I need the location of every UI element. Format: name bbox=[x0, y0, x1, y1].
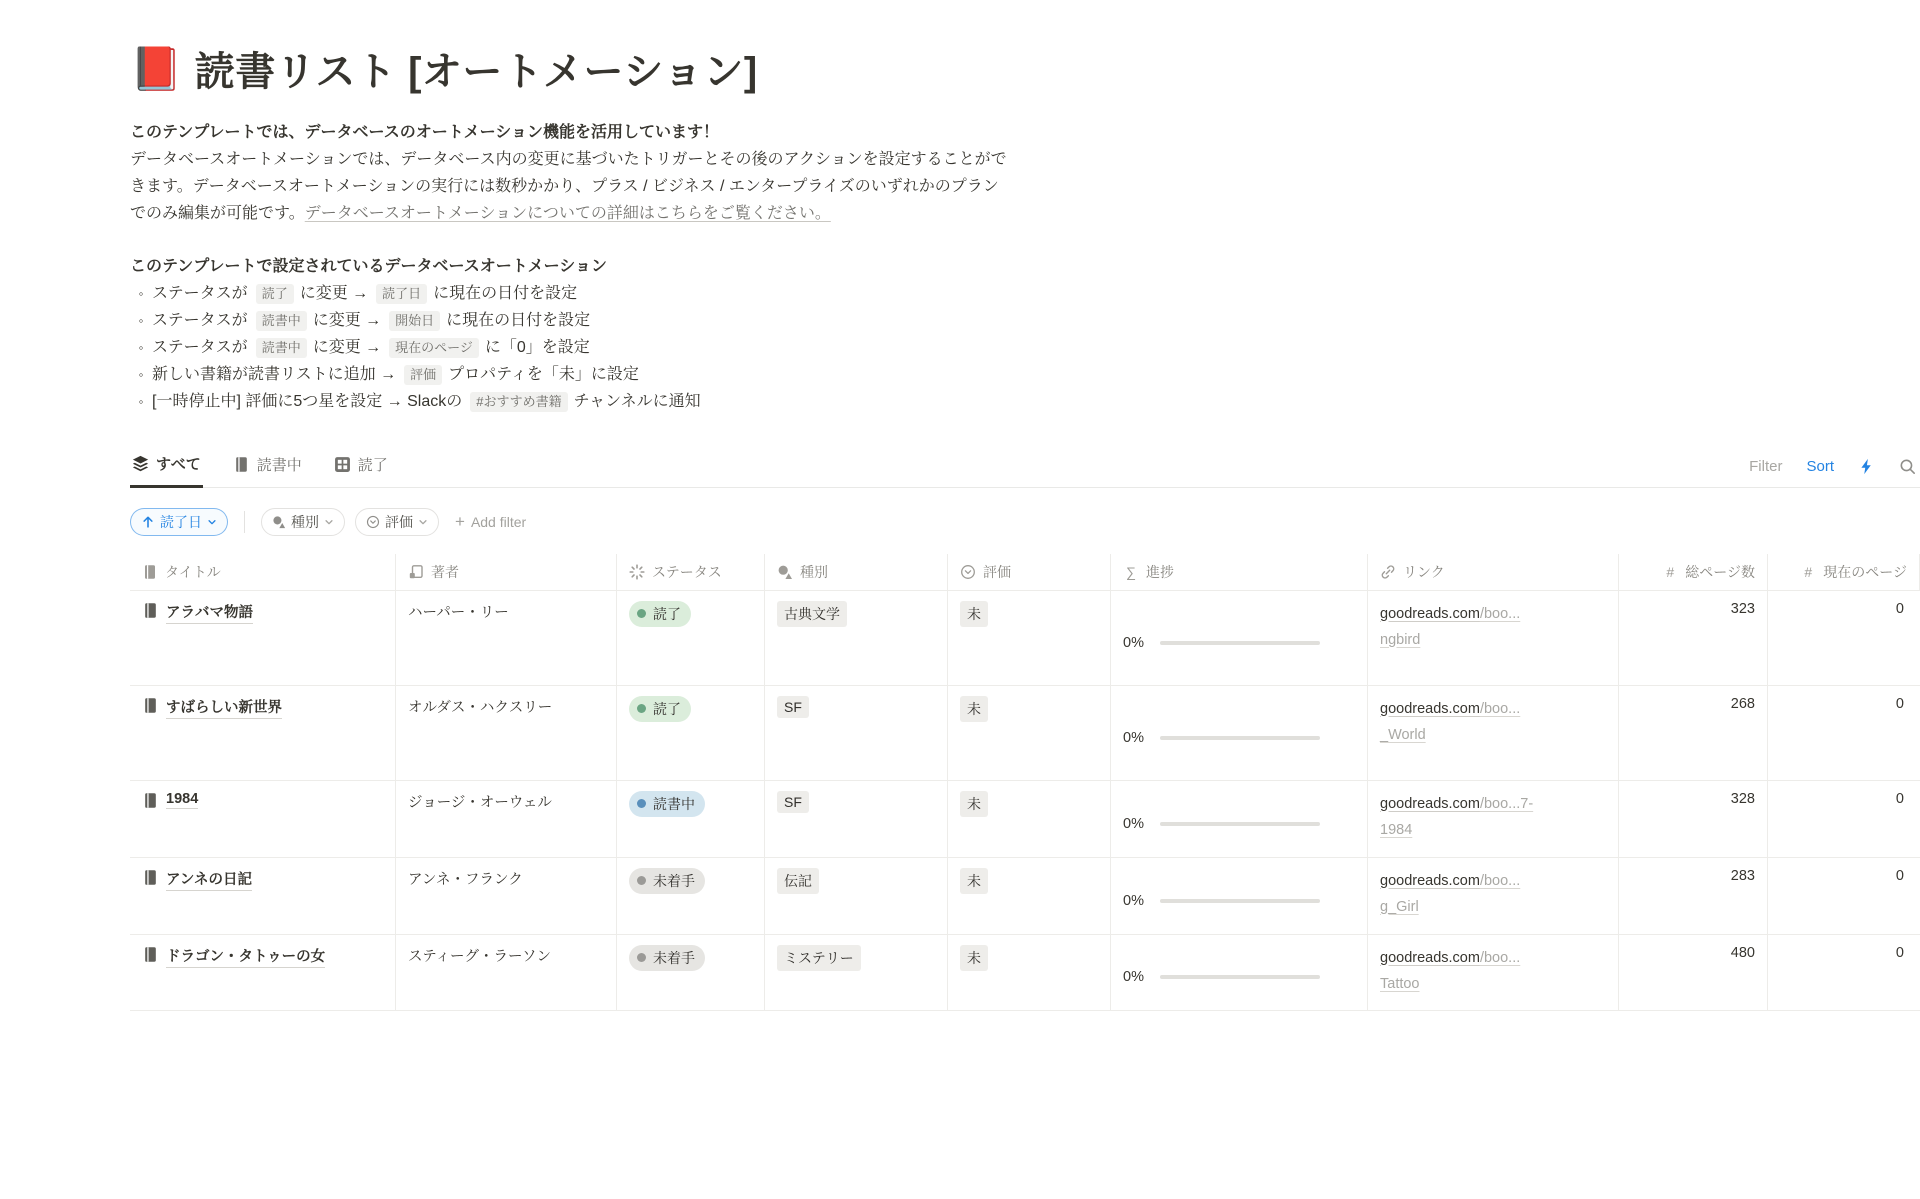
view-tabs-bar bbox=[130, 447, 1920, 488]
book-title-link[interactable]: アラバマ物語 bbox=[166, 601, 253, 624]
progress-bar bbox=[1160, 736, 1320, 740]
cell-genre[interactable] bbox=[765, 781, 948, 857]
tab-finished-label: 読了 bbox=[357, 456, 388, 474]
add-filter-label: Add filter bbox=[470, 513, 527, 530]
chevron-down-icon bbox=[418, 517, 428, 527]
book-title-link[interactable]: 1984 bbox=[166, 790, 199, 807]
column-header-status[interactable]: ステータス bbox=[617, 554, 765, 590]
filter-button[interactable]: Filter bbox=[1749, 457, 1783, 475]
status-badge[interactable]: 未着手 bbox=[629, 868, 705, 894]
property-tag: 現在のページ bbox=[389, 338, 479, 358]
column-header-progress[interactable]: ∑ 進捗 bbox=[1111, 554, 1368, 590]
column-header-title[interactable]: タイトル bbox=[130, 554, 396, 590]
reading-list-table bbox=[130, 554, 1920, 1011]
cell-rating[interactable] bbox=[948, 935, 1111, 1010]
status-dot-icon bbox=[637, 609, 646, 618]
intro-line-2: きます。データベースオートメーションの実行には数秒かかり、プラス / ビジネス / エンタープライズのいずれかのプラン bbox=[130, 178, 999, 195]
arrow-up-icon bbox=[141, 515, 155, 529]
cell-total-pages[interactable]: 480 bbox=[1619, 935, 1768, 1010]
automation-docs-link[interactable]: データベースオートメーションについての詳細はこちらをご覧ください。 bbox=[304, 205, 831, 222]
cell-status[interactable] bbox=[617, 591, 765, 685]
cell-status[interactable] bbox=[617, 781, 765, 857]
page-title-text: 読書リスト [オートメーション] bbox=[194, 50, 758, 94]
table-row bbox=[130, 857, 1920, 934]
sort-chip-finished-date[interactable] bbox=[130, 508, 228, 536]
text-icon bbox=[408, 564, 424, 580]
external-link[interactable]: goodreads.com bbox=[1380, 795, 1480, 812]
column-header-author[interactable]: 著者 bbox=[396, 554, 617, 590]
filter-chip-rating-label: 評価 bbox=[385, 513, 413, 530]
automation-item-1: ◦ ステータスが 読了 に変更 → 読了日 に現在の日付を設定 bbox=[138, 285, 578, 302]
sigma-formula-icon: ∑ bbox=[1126, 563, 1136, 580]
genre-tag[interactable]: SF bbox=[777, 696, 809, 718]
automations-lightning-icon[interactable] bbox=[1858, 458, 1875, 475]
genre-tag[interactable]: 古典文学 bbox=[777, 601, 847, 627]
cell-current-page[interactable]: 0 bbox=[1895, 867, 1904, 884]
filter-chip-genre-label: 種別 bbox=[291, 513, 319, 530]
cell-title[interactable] bbox=[130, 858, 396, 934]
shapes-icon bbox=[272, 515, 286, 529]
book-icon bbox=[142, 946, 159, 963]
chevron-down-icon bbox=[207, 517, 217, 527]
slack-channel-tag: #おすすめ書籍 bbox=[470, 392, 567, 412]
cell-author[interactable]: スティーグ・ラーソン bbox=[396, 935, 617, 1010]
property-tag: 読書中 bbox=[256, 311, 307, 331]
status-badge[interactable]: 読書中 bbox=[629, 791, 705, 817]
property-tag: 読了日 bbox=[376, 284, 427, 304]
cell-link[interactable]: goodreads.com/boo... Tattoo bbox=[1368, 935, 1619, 1010]
book-title-link[interactable]: アンネの日記 bbox=[166, 868, 252, 891]
column-header-link[interactable]: リンク bbox=[1368, 554, 1619, 590]
book-icon bbox=[142, 564, 158, 580]
cell-progress[interactable]: 0% bbox=[1111, 935, 1368, 1010]
cell-link[interactable]: goodreads.com/boo... ngbird bbox=[1368, 591, 1619, 685]
cell-total-pages[interactable]: 268 bbox=[1619, 686, 1768, 780]
cell-genre[interactable] bbox=[765, 858, 948, 934]
automation-heading: このテンプレートで設定されているデータベースオートメーション bbox=[130, 258, 607, 275]
cell-rating[interactable] bbox=[948, 858, 1111, 934]
intro-line-3-text: でのみ編集が可能です。 bbox=[130, 205, 305, 222]
rating-tag[interactable]: 未 bbox=[960, 868, 988, 894]
status-dot-icon bbox=[637, 876, 646, 885]
automation-item-4: ◦ 新しい書籍が読書リストに追加 → 評価 プロパティを「未」に設定 bbox=[138, 366, 639, 383]
cell-link[interactable]: goodreads.com/boo... _World bbox=[1368, 686, 1619, 780]
filter-chip-rating[interactable] bbox=[355, 508, 439, 536]
book-icon bbox=[142, 697, 159, 714]
tab-reading-label: 読書中 bbox=[256, 456, 302, 474]
status-dot-icon bbox=[637, 799, 646, 808]
genre-tag[interactable]: 伝記 bbox=[777, 868, 819, 894]
external-link[interactable]: goodreads.com bbox=[1380, 605, 1480, 622]
tab-finished[interactable] bbox=[332, 447, 390, 487]
status-badge[interactable]: 未着手 bbox=[629, 945, 705, 971]
cell-total-pages[interactable]: 328 bbox=[1619, 781, 1768, 857]
cell-status[interactable] bbox=[617, 686, 765, 780]
rating-tag[interactable]: 未 bbox=[960, 945, 988, 971]
cell-progress[interactable]: 0% bbox=[1111, 858, 1368, 934]
status-dot-icon bbox=[637, 704, 646, 713]
rating-tag[interactable]: 未 bbox=[960, 601, 988, 627]
table-row bbox=[130, 590, 1920, 685]
cell-title[interactable] bbox=[130, 781, 396, 857]
cell-current-page[interactable]: 0 bbox=[1895, 944, 1904, 961]
genre-tag[interactable]: ミステリー bbox=[777, 945, 861, 971]
filter-chip-genre[interactable] bbox=[261, 508, 345, 536]
sort-button[interactable]: Sort bbox=[1806, 457, 1834, 475]
cell-progress[interactable]: 0% bbox=[1111, 591, 1368, 685]
cell-author[interactable]: ジョージ・オーウェル bbox=[396, 781, 617, 857]
cell-genre[interactable] bbox=[765, 591, 948, 685]
status-dot-icon bbox=[637, 953, 646, 962]
table-row bbox=[130, 934, 1920, 1011]
shapes-icon bbox=[777, 564, 793, 580]
number-hash-icon: # bbox=[1666, 563, 1675, 580]
book-icon bbox=[142, 602, 159, 619]
filter-chips-row bbox=[130, 508, 1920, 536]
progress-bar bbox=[1160, 822, 1320, 826]
cell-genre[interactable] bbox=[765, 686, 948, 780]
status-badge[interactable]: 読了 bbox=[629, 696, 691, 722]
cell-total-pages[interactable]: 283 bbox=[1619, 858, 1768, 934]
cell-current-page[interactable]: 0 bbox=[1895, 600, 1904, 617]
book-icon bbox=[142, 792, 159, 809]
cell-rating[interactable] bbox=[948, 781, 1111, 857]
select-circle-icon bbox=[366, 515, 380, 529]
cell-total-pages[interactable]: 323 bbox=[1619, 591, 1768, 685]
intro-bold-line: このテンプレートでは、データベースのオートメーション機能を活用しています！ bbox=[130, 124, 719, 141]
cell-rating[interactable] bbox=[948, 591, 1111, 685]
table-header-row bbox=[130, 554, 1920, 590]
select-circle-icon bbox=[960, 564, 976, 580]
status-badge[interactable]: 読了 bbox=[629, 601, 691, 627]
property-tag: 読書中 bbox=[256, 338, 307, 358]
cell-title[interactable] bbox=[130, 686, 396, 780]
property-tag: 開始日 bbox=[389, 311, 440, 331]
table-row bbox=[130, 685, 1920, 780]
column-header-current-page[interactable]: # 現在のページ bbox=[1768, 554, 1920, 590]
sort-chip-label: 読了日 bbox=[160, 513, 202, 530]
cell-author[interactable]: アンネ・フランク bbox=[396, 858, 617, 934]
divider bbox=[244, 511, 245, 533]
cell-link[interactable]: goodreads.com/boo...7- 1984 bbox=[1368, 781, 1619, 857]
book-icon bbox=[142, 869, 159, 886]
rating-tag[interactable]: 未 bbox=[960, 696, 988, 722]
progress-bar bbox=[1160, 975, 1320, 979]
cell-link[interactable]: goodreads.com/boo... g_Girl bbox=[1368, 858, 1619, 934]
cell-author[interactable]: オルダス・ハクスリー bbox=[396, 686, 617, 780]
tab-all-label: すべて bbox=[156, 456, 201, 473]
genre-tag[interactable]: SF bbox=[777, 791, 809, 813]
status-spinner-icon bbox=[629, 564, 645, 580]
book-icon bbox=[233, 456, 250, 473]
cell-current-page[interactable]: 0 bbox=[1895, 695, 1904, 712]
progress-bar bbox=[1160, 641, 1320, 645]
page-emoji-icon[interactable]: 📕 bbox=[130, 44, 183, 92]
property-tag: 評価 bbox=[404, 365, 442, 385]
page-title bbox=[130, 40, 1920, 97]
automation-item-3: ◦ ステータスが 読書中 に変更 → 現在のページ に「0」を設定 bbox=[138, 339, 590, 356]
link-icon bbox=[1380, 564, 1396, 580]
number-hash-icon: # bbox=[1804, 563, 1813, 580]
gallery-icon bbox=[334, 456, 351, 473]
external-link[interactable]: goodreads.com bbox=[1380, 949, 1480, 966]
chevron-down-icon bbox=[324, 517, 334, 527]
column-header-rating[interactable]: 評価 bbox=[948, 554, 1111, 590]
cell-genre[interactable] bbox=[765, 935, 948, 1010]
cell-status[interactable] bbox=[617, 858, 765, 934]
tab-reading[interactable] bbox=[231, 447, 304, 487]
add-filter-button[interactable] bbox=[455, 513, 526, 530]
search-icon[interactable] bbox=[1899, 458, 1916, 475]
progress-bar bbox=[1160, 899, 1320, 903]
rating-tag[interactable]: 未 bbox=[960, 791, 988, 817]
table-row bbox=[130, 780, 1920, 857]
intro-line-3 bbox=[130, 200, 1920, 227]
cell-title[interactable] bbox=[130, 591, 396, 685]
cell-title[interactable] bbox=[130, 935, 396, 1010]
cell-author[interactable]: ハーパー・リー bbox=[396, 591, 617, 685]
layers-icon bbox=[132, 455, 149, 472]
book-title-link[interactable]: すばらしい新世界 bbox=[166, 696, 282, 719]
tab-all[interactable] bbox=[130, 447, 203, 488]
intro-line-1: データベースオートメーションでは、データベース内の変更に基づいたトリガーとその後のアクションを設定することがで bbox=[130, 151, 1007, 168]
automation-item-2: ◦ ステータスが 読書中 に変更 → 開始日 に現在の日付を設定 bbox=[138, 312, 591, 329]
column-header-total-pages[interactable]: # 総ページ数 bbox=[1619, 554, 1768, 590]
external-link[interactable]: goodreads.com bbox=[1380, 700, 1480, 717]
cell-rating[interactable] bbox=[948, 686, 1111, 780]
external-link[interactable]: goodreads.com bbox=[1380, 872, 1480, 889]
cell-progress[interactable]: 0% bbox=[1111, 686, 1368, 780]
cell-progress[interactable]: 0% bbox=[1111, 781, 1368, 857]
property-tag: 読了 bbox=[256, 284, 294, 304]
automation-item-5: ◦ [一時停止中] 評価に5つ星を設定 → Slackの #おすすめ書籍 チャンネルに通知 bbox=[138, 393, 701, 410]
book-title-link[interactable]: ドラゴン・タトゥーの女 bbox=[166, 945, 325, 968]
cell-current-page[interactable]: 0 bbox=[1895, 790, 1904, 807]
column-header-genre[interactable]: 種別 bbox=[765, 554, 948, 590]
cell-status[interactable] bbox=[617, 935, 765, 1010]
plus-icon: + bbox=[455, 512, 465, 531]
